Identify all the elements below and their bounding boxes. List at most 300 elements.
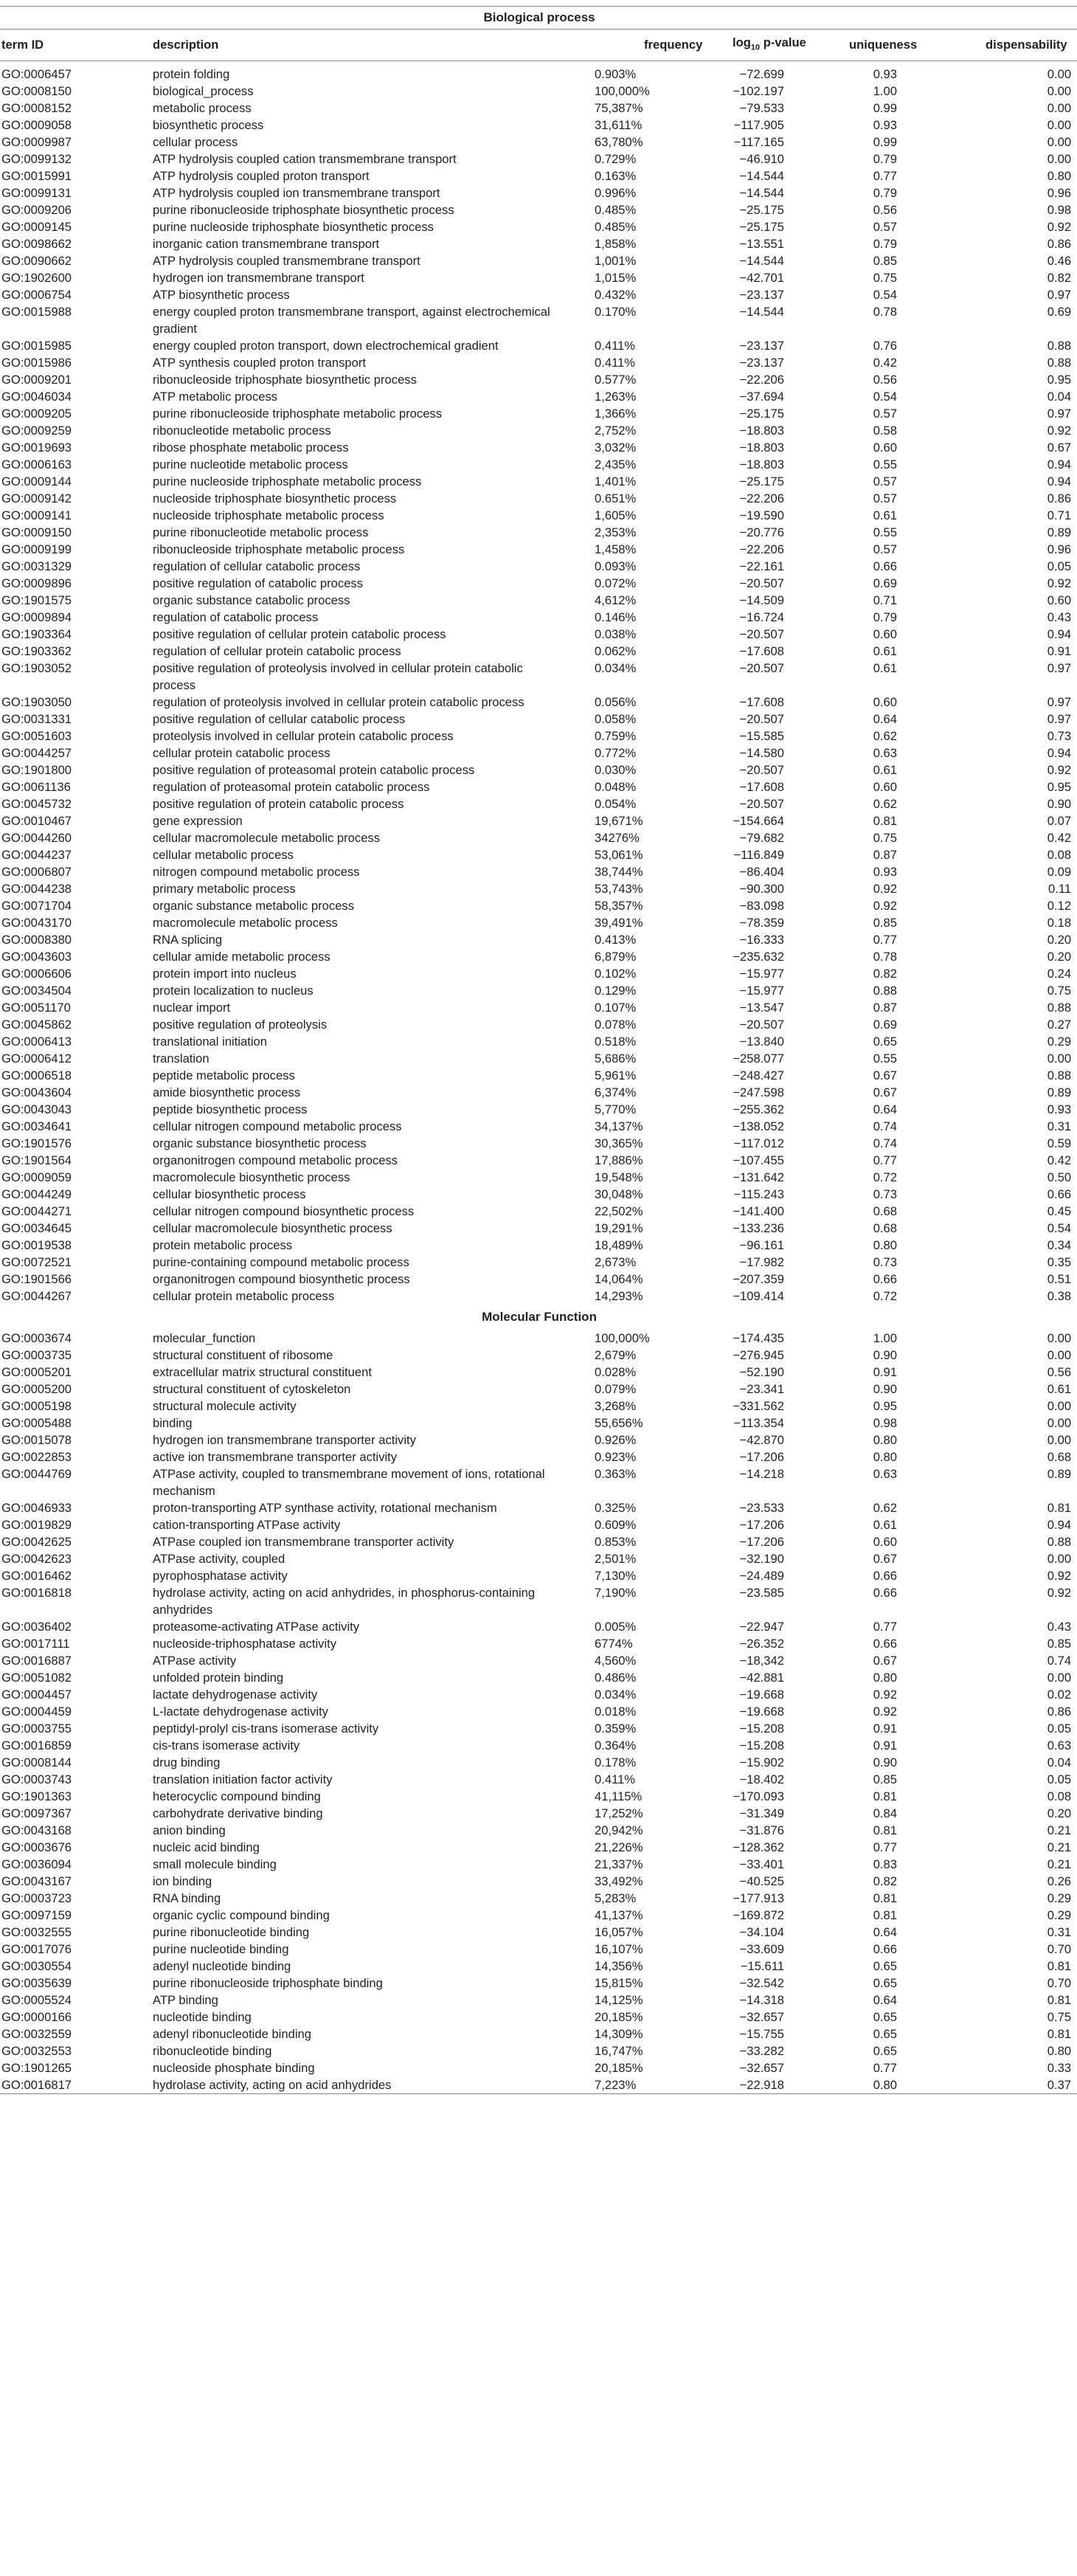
description-cell: molecular_function	[153, 1331, 256, 1345]
description-cell: metabolic process	[153, 101, 252, 115]
description-cell: positive regulation of proteolysis	[153, 1018, 328, 1032]
dispensability-cell: 0.69	[1047, 305, 1072, 319]
pvalue-cell: −115.243	[733, 1187, 784, 1201]
table-row	[0, 1347, 1077, 1364]
description-cell: ATP biosynthetic process	[153, 288, 290, 302]
frequency-cell: 0.028%	[595, 1365, 637, 1379]
table-row	[0, 439, 1077, 456]
dispensability-cell: 0.94	[1047, 627, 1072, 641]
table-row	[0, 1754, 1077, 1771]
table-row	[0, 524, 1077, 541]
table-row	[0, 1992, 1077, 2009]
description-cell: organic substance catabolic process	[153, 593, 350, 607]
uniqueness-cell: 1.00	[873, 1331, 897, 1345]
term-id-cell: GO:0016462	[1, 1569, 72, 1583]
table-row	[0, 66, 1077, 83]
uniqueness-cell: 0.74	[873, 1136, 897, 1150]
uniqueness-cell: 0.73	[873, 1255, 897, 1269]
description-cell: gene expression	[153, 814, 243, 828]
table-row	[0, 795, 1077, 812]
pvalue-cell: −17.206	[739, 1518, 784, 1532]
frequency-cell: 20,185%	[595, 2010, 643, 2024]
dispensability-cell: 0.82	[1047, 271, 1072, 285]
term-id-cell: GO:0030554	[1, 1959, 72, 1973]
term-id-cell: GO:0019538	[1, 1238, 72, 1252]
uniqueness-cell: 0.76	[873, 339, 897, 353]
dispensability-cell: 0.86	[1047, 237, 1072, 251]
pvalue-cell: −23.137	[739, 356, 784, 370]
pvalue-cell: −23.585	[739, 1586, 784, 1600]
dispensability-cell: 0.00	[1047, 101, 1072, 115]
pvalue-cell: −25.175	[739, 407, 784, 421]
section-heading-molecular-function	[0, 1305, 1077, 1330]
dispensability-cell: 0.68	[1047, 1450, 1072, 1464]
frequency-cell: 18,489%	[595, 1238, 643, 1252]
term-id-cell: GO:0019693	[1, 441, 72, 455]
term-id-cell: GO:0006754	[1, 288, 72, 302]
uniqueness-cell: 0.57	[873, 474, 897, 488]
term-id-cell: GO:0034641	[1, 1119, 72, 1133]
frequency-cell: 1,858%	[595, 237, 637, 251]
frequency-cell: 75,387%	[595, 101, 643, 115]
table-row	[0, 1924, 1077, 1941]
uniqueness-cell: 0.95	[873, 1399, 897, 1413]
dispensability-cell: 0.92	[1047, 1569, 1072, 1583]
uniqueness-cell: 0.63	[873, 1467, 897, 1481]
term-id-cell: GO:0015988	[1, 305, 72, 319]
frequency-cell: 58,357%	[595, 899, 643, 913]
pvalue-cell: −14.580	[739, 746, 784, 760]
table-row	[0, 592, 1077, 609]
frequency-cell: 0.018%	[595, 1705, 637, 1719]
dispensability-cell: 0.04	[1047, 1755, 1072, 1769]
frequency-cell: 4,612%	[595, 593, 637, 607]
dispensability-cell: 0.00	[1047, 1052, 1072, 1066]
uniqueness-cell: 0.85	[873, 916, 897, 930]
dispensability-cell: 0.92	[1047, 220, 1072, 234]
description-cell: cellular biosynthetic process	[153, 1187, 306, 1201]
dispensability-cell: 0.24	[1047, 967, 1072, 981]
table-row	[0, 829, 1077, 846]
dispensability-cell: 0.89	[1047, 525, 1072, 539]
term-id-cell: GO:0005524	[1, 1993, 72, 2007]
table-row	[0, 269, 1077, 286]
table-row	[0, 1067, 1077, 1084]
uniqueness-cell: 0.93	[873, 118, 897, 132]
uniqueness-cell: 0.66	[873, 1569, 897, 1583]
table-row	[0, 286, 1077, 303]
pvalue-cell: −15.585	[739, 729, 784, 743]
uniqueness-cell: 0.68	[873, 1221, 897, 1235]
term-id-cell: GO:0045732	[1, 797, 72, 811]
uniqueness-cell: 0.80	[873, 1671, 897, 1685]
term-id-cell: GO:0043168	[1, 1823, 72, 1837]
term-id-cell: GO:0003676	[1, 1840, 72, 1854]
term-id-cell: GO:0009144	[1, 474, 72, 488]
dispensability-cell: 0.92	[1047, 424, 1072, 438]
header-term-id: term ID	[0, 30, 151, 61]
pvalue-cell: −117.905	[733, 118, 784, 132]
frequency-cell: 0.411%	[595, 339, 636, 353]
uniqueness-cell: 0.66	[873, 1942, 897, 1956]
description-cell: cation-transporting ATPase activity	[153, 1518, 341, 1532]
description-cell: ATP hydrolysis coupled transmembrane transport	[153, 254, 420, 268]
frequency-cell: 0.038%	[595, 627, 637, 641]
frequency-cell: 16,747%	[595, 2044, 643, 2058]
description-cell: positive regulation of cellular catabolic process	[153, 712, 406, 726]
uniqueness-cell: 0.91	[873, 1722, 897, 1736]
term-id-cell: GO:0009896	[1, 576, 72, 590]
uniqueness-cell: 1.00	[873, 84, 897, 98]
pvalue-cell: −131.642	[733, 1170, 784, 1184]
term-id-cell: GO:0044237	[1, 848, 72, 862]
table-row	[0, 846, 1077, 863]
description-cell: energy coupled proton transmembrane transport, against electrochemical gradient	[153, 305, 550, 336]
term-id-cell: GO:0009142	[1, 491, 72, 505]
uniqueness-cell: 0.69	[873, 1018, 897, 1032]
frequency-cell: 1,001%	[595, 254, 637, 268]
frequency-cell: 0.518%	[595, 1035, 637, 1049]
frequency-cell: 0.030%	[595, 763, 637, 777]
dispensability-cell: 0.00	[1047, 1416, 1072, 1430]
dispensability-cell: 0.96	[1047, 542, 1072, 556]
uniqueness-cell: 0.75	[873, 271, 897, 285]
frequency-cell: 0.411%	[595, 356, 636, 370]
term-id-cell: GO:1901564	[1, 1153, 72, 1167]
table-row	[0, 863, 1077, 880]
pvalue-cell: −14.544	[739, 186, 784, 200]
pvalue-cell: −128.362	[733, 1840, 784, 1854]
dispensability-cell: 0.29	[1047, 1891, 1072, 1905]
term-id-cell: GO:0008144	[1, 1755, 72, 1769]
uniqueness-cell: 0.80	[873, 1238, 897, 1252]
pvalue-cell: −13.551	[739, 237, 784, 251]
table-row	[0, 694, 1077, 711]
frequency-cell: 7,223%	[581, 2076, 688, 2094]
description-cell: organic substance metabolic process	[153, 899, 355, 913]
term-id-cell: GO:0061136	[1, 780, 71, 794]
column-header-row	[0, 30, 1077, 61]
description-cell: cellular protein catabolic process	[153, 746, 330, 760]
description-cell: hydrogen ion transmembrane transport	[153, 271, 364, 285]
term-id-cell: GO:0044267	[1, 1289, 72, 1303]
dispensability-cell: 0.60	[1047, 593, 1072, 607]
pvalue-cell: −16.333	[739, 933, 784, 947]
dispensability-cell: 0.86	[1047, 1705, 1072, 1719]
description-cell: hydrolase activity, acting on acid anhydrides	[151, 2076, 581, 2094]
uniqueness-cell: 0.84	[873, 1806, 897, 1820]
pvalue-cell: −33.609	[739, 1942, 784, 1956]
uniqueness-cell: 0.78	[873, 305, 897, 319]
frequency-cell: 0.577%	[595, 373, 637, 387]
description-cell: regulation of cellular catabolic process	[153, 559, 361, 573]
frequency-cell: 6774%	[595, 1637, 633, 1651]
term-id-cell: GO:0099132	[1, 152, 72, 166]
term-id-cell: GO:0042623	[1, 1552, 72, 1566]
pvalue-cell: −18.803	[739, 441, 784, 455]
description-cell: purine ribonucleotide metabolic process	[153, 525, 369, 539]
pvalue-cell: −14.318	[739, 1993, 784, 2007]
pvalue-cell: −235.632	[733, 950, 784, 964]
uniqueness-cell: 0.81	[873, 814, 897, 828]
description-cell: cellular metabolic process	[153, 848, 294, 862]
term-id-cell: GO:0004459	[1, 1705, 72, 1719]
dispensability-cell: 0.73	[1047, 729, 1072, 743]
term-id-cell: GO:0006457	[1, 67, 72, 81]
table-row	[0, 490, 1077, 507]
term-id-cell: GO:0044260	[1, 831, 72, 845]
dispensability-cell: 0.81	[1047, 1959, 1072, 1973]
term-id-cell: GO:0031329	[1, 559, 72, 573]
description-cell: nuclear import	[153, 1001, 231, 1015]
description-cell: ATP hydrolysis coupled cation transmembrane transport	[153, 152, 457, 166]
term-id-cell: GO:0051603	[1, 729, 72, 743]
term-id-cell: GO:1901566	[1, 1272, 72, 1286]
table-row	[0, 1033, 1077, 1050]
uniqueness-cell: 0.92	[873, 1705, 897, 1719]
term-id-cell: GO:0016817	[0, 2076, 151, 2094]
table-row	[0, 422, 1077, 439]
table-row	[0, 711, 1077, 728]
pvalue-cell: −31.349	[739, 1806, 784, 1820]
pvalue-cell: −17.206	[739, 1450, 784, 1464]
uniqueness-cell: 0.56	[873, 373, 897, 387]
frequency-cell: 63,780%	[595, 135, 643, 149]
dispensability-cell: 0.88	[1047, 339, 1072, 353]
description-cell: proteolysis involved in cellular protein catabolic process	[153, 729, 454, 743]
dispensability-cell: 0.74	[1047, 1654, 1072, 1668]
dispensability-cell: 0.56	[1047, 1365, 1072, 1379]
table-row	[0, 2076, 1077, 2094]
frequency-cell: 31,611%	[595, 118, 643, 132]
description-cell: peptide metabolic process	[153, 1068, 295, 1082]
pvalue-cell: −32.657	[739, 2010, 784, 2024]
frequency-cell: 30,048%	[595, 1187, 643, 1201]
table-row	[0, 405, 1077, 422]
description-cell: nucleoside triphosphate biosynthetic process	[153, 491, 397, 505]
pvalue-cell: −31.876	[739, 1823, 784, 1837]
term-id-cell: GO:0016859	[1, 1738, 72, 1753]
term-id-cell: GO:0006807	[1, 865, 72, 879]
description-cell: purine nucleoside triphosphate metabolic process	[153, 474, 422, 488]
uniqueness-cell: 0.68	[873, 1204, 897, 1218]
table-row	[0, 201, 1077, 218]
table-row	[0, 1873, 1077, 1890]
table-row	[0, 1890, 1077, 1907]
term-id-cell: GO:1901363	[1, 1789, 72, 1803]
pvalue-cell: −18,342	[739, 1654, 784, 1668]
term-id-cell: GO:0003674	[1, 1331, 72, 1345]
frequency-cell: 41,137%	[595, 1908, 643, 1922]
pvalue-cell: −83.098	[739, 899, 784, 913]
table-row	[0, 337, 1077, 354]
pvalue-cell: −138.052	[733, 1119, 784, 1133]
description-cell: inorganic cation transmembrane transport	[153, 237, 380, 251]
pvalue-cell: −20.507	[739, 1018, 784, 1032]
uniqueness-cell: 0.88	[873, 984, 897, 998]
table-row	[0, 1203, 1077, 1220]
frequency-cell: 5,770%	[595, 1102, 637, 1116]
pvalue-cell: −78.359	[739, 916, 784, 930]
frequency-cell: 0.062%	[595, 644, 637, 658]
pvalue-cell: −116.849	[733, 848, 784, 862]
header-dispensability: dispensability	[952, 30, 1077, 61]
frequency-cell: 4,560%	[595, 1654, 637, 1668]
table-row	[0, 1788, 1077, 1805]
description-cell: unfolded protein binding	[153, 1671, 284, 1685]
term-id-cell: GO:1901575	[1, 593, 72, 607]
table-row	[0, 965, 1077, 982]
frequency-cell: 0.146%	[595, 610, 637, 624]
section-title: Molecular Function	[482, 1310, 597, 1324]
pvalue-cell: −79.533	[739, 101, 784, 115]
description-cell: cellular nitrogen compound metabolic process	[153, 1119, 402, 1133]
frequency-cell: 6,879%	[595, 950, 637, 964]
term-id-cell: GO:0009058	[1, 118, 72, 132]
frequency-cell: 0.923%	[595, 1450, 637, 1464]
pvalue-cell: −20.507	[739, 627, 784, 641]
description-cell: peptidyl-prolyl cis-trans isomerase activity	[153, 1722, 379, 1736]
term-id-cell: GO:0044769	[1, 1467, 72, 1481]
header-frequency: frequency	[581, 30, 688, 61]
frequency-cell: 14,309%	[595, 2027, 643, 2041]
uniqueness-cell: 0.77	[873, 1153, 897, 1167]
frequency-cell: 55,656%	[595, 1416, 643, 1430]
dispensability-cell: 0.34	[1047, 1238, 1072, 1252]
frequency-cell: 0.364%	[595, 1738, 637, 1753]
uniqueness-cell: 0.60	[873, 1535, 897, 1549]
term-id-cell: GO:0071704	[1, 899, 72, 913]
dispensability-cell: 0.11	[1048, 882, 1072, 896]
description-cell: translation	[153, 1052, 209, 1066]
frequency-cell: 0.034%	[595, 661, 637, 675]
term-id-cell: GO:1903364	[1, 627, 72, 641]
frequency-cell: 30,365%	[595, 1136, 643, 1150]
pvalue-cell: −23.341	[739, 1382, 784, 1396]
dispensability-cell: 0.21	[1047, 1823, 1072, 1837]
uniqueness-cell: 0.87	[873, 1001, 897, 1015]
pvalue-cell: −17.206	[739, 1535, 784, 1549]
uniqueness-cell: 0.63	[873, 746, 897, 760]
term-id-cell: GO:0099131	[1, 186, 72, 200]
frequency-cell: 0.107%	[595, 1001, 637, 1015]
pvalue-cell: −255.362	[733, 1102, 784, 1116]
frequency-cell: 1,458%	[595, 542, 637, 556]
dispensability-cell: 0.37	[952, 2076, 1077, 2094]
pvalue-cell: −26.352	[739, 1637, 784, 1651]
frequency-cell: 0.485%	[595, 203, 637, 217]
table-row	[0, 100, 1077, 117]
frequency-cell: 53,743%	[595, 882, 643, 896]
description-cell: structural constituent of cytoskeleton	[153, 1382, 351, 1396]
description-cell: ATP hydrolysis coupled proton transport	[153, 169, 370, 183]
table-row	[0, 83, 1077, 100]
term-id-cell: GO:0005198	[1, 1399, 72, 1413]
term-id-cell: GO:0043170	[1, 916, 72, 930]
dispensability-cell: 0.75	[1047, 2010, 1072, 2024]
table-row	[0, 1822, 1077, 1839]
table-row	[0, 1618, 1077, 1635]
pvalue-cell: −133.236	[733, 1221, 784, 1235]
pvalue-cell: −15.902	[739, 1755, 784, 1769]
dispensability-cell: 0.50	[1047, 1170, 1072, 1184]
uniqueness-cell: 0.62	[873, 729, 897, 743]
description-cell: ATP synthesis coupled proton transport	[153, 356, 367, 370]
table-row	[0, 151, 1077, 168]
pvalue-cell: −15.208	[739, 1738, 784, 1753]
term-id-cell: GO:0009259	[1, 424, 72, 438]
table-row	[0, 575, 1077, 592]
dispensability-cell: 0.88	[1047, 1001, 1072, 1015]
frequency-cell: 0.363%	[595, 1467, 637, 1481]
term-id-cell: GO:0045862	[1, 1018, 72, 1032]
uniqueness-cell: 0.72	[873, 1289, 897, 1303]
dispensability-cell: 0.95	[1047, 373, 1072, 387]
pvalue-cell: −14.544	[739, 169, 784, 183]
uniqueness-cell: 0.61	[873, 644, 897, 658]
pvalue-cell: −141.400	[733, 1204, 784, 1218]
description-cell: macromolecule metabolic process	[153, 916, 338, 930]
term-id-cell: GO:0032559	[1, 2027, 72, 2041]
table-row	[0, 1635, 1077, 1652]
term-id-cell: GO:0044271	[1, 1204, 72, 1218]
dispensability-cell: 0.00	[1047, 84, 1072, 98]
pvalue-cell: −17.608	[739, 695, 784, 709]
description-cell: ATPase activity, coupled to transmembrane movement of ions, rotational mechanism	[153, 1467, 545, 1498]
pvalue-cell: −177.913	[733, 1891, 784, 1905]
dispensability-cell: 0.70	[1047, 1942, 1072, 1956]
pvalue-cell: −32.657	[739, 2061, 784, 2075]
uniqueness-cell: 0.69	[873, 576, 897, 590]
dispensability-cell: 0.61	[1047, 1382, 1072, 1396]
dispensability-cell: 0.75	[1047, 984, 1072, 998]
frequency-cell: 0.093%	[595, 559, 637, 573]
header-pvalue	[688, 30, 828, 61]
uniqueness-cell: 0.56	[873, 203, 897, 217]
description-cell: pyrophosphatase activity	[153, 1569, 288, 1583]
frequency-cell: 0.996%	[595, 186, 637, 200]
term-id-cell: GO:1901800	[1, 763, 72, 777]
uniqueness-cell: 0.60	[873, 441, 897, 455]
table-row	[0, 1237, 1077, 1254]
pvalue-cell: −25.175	[739, 203, 784, 217]
pvalue-cell: −32.190	[739, 1552, 784, 1566]
uniqueness-cell: 0.98	[873, 1416, 897, 1430]
term-id-cell: GO:0016887	[1, 1654, 72, 1668]
dispensability-cell: 0.94	[1047, 746, 1072, 760]
description-cell: cellular nitrogen compound biosynthetic process	[153, 1204, 415, 1218]
term-id-cell: GO:0006413	[1, 1035, 72, 1049]
uniqueness-cell: 0.65	[873, 2044, 897, 2058]
pvalue-cell: −22.947	[739, 1620, 784, 1634]
term-id-cell: GO:1901576	[1, 1136, 72, 1150]
uniqueness-cell: 0.67	[873, 1552, 897, 1566]
pvalue-cell: −33.282	[739, 2044, 784, 2058]
dispensability-cell: 0.97	[1047, 695, 1072, 709]
dispensability-cell: 0.94	[1047, 1518, 1072, 1532]
term-id-cell: GO:0000166	[1, 2010, 72, 2024]
description-cell: purine nucleotide metabolic process	[153, 457, 348, 472]
pvalue-cell: −96.161	[739, 1238, 784, 1252]
frequency-cell: 22,502%	[595, 1204, 643, 1218]
molecular-function-rows	[0, 1330, 1077, 2094]
dispensability-cell: 0.35	[1047, 1255, 1072, 1269]
pvalue-cell: −20.776	[739, 525, 784, 539]
uniqueness-cell: 0.75	[873, 831, 897, 845]
uniqueness-cell: 0.65	[873, 2010, 897, 2024]
table-row	[0, 1975, 1077, 1992]
pvalue-cell: −17.608	[739, 644, 784, 658]
